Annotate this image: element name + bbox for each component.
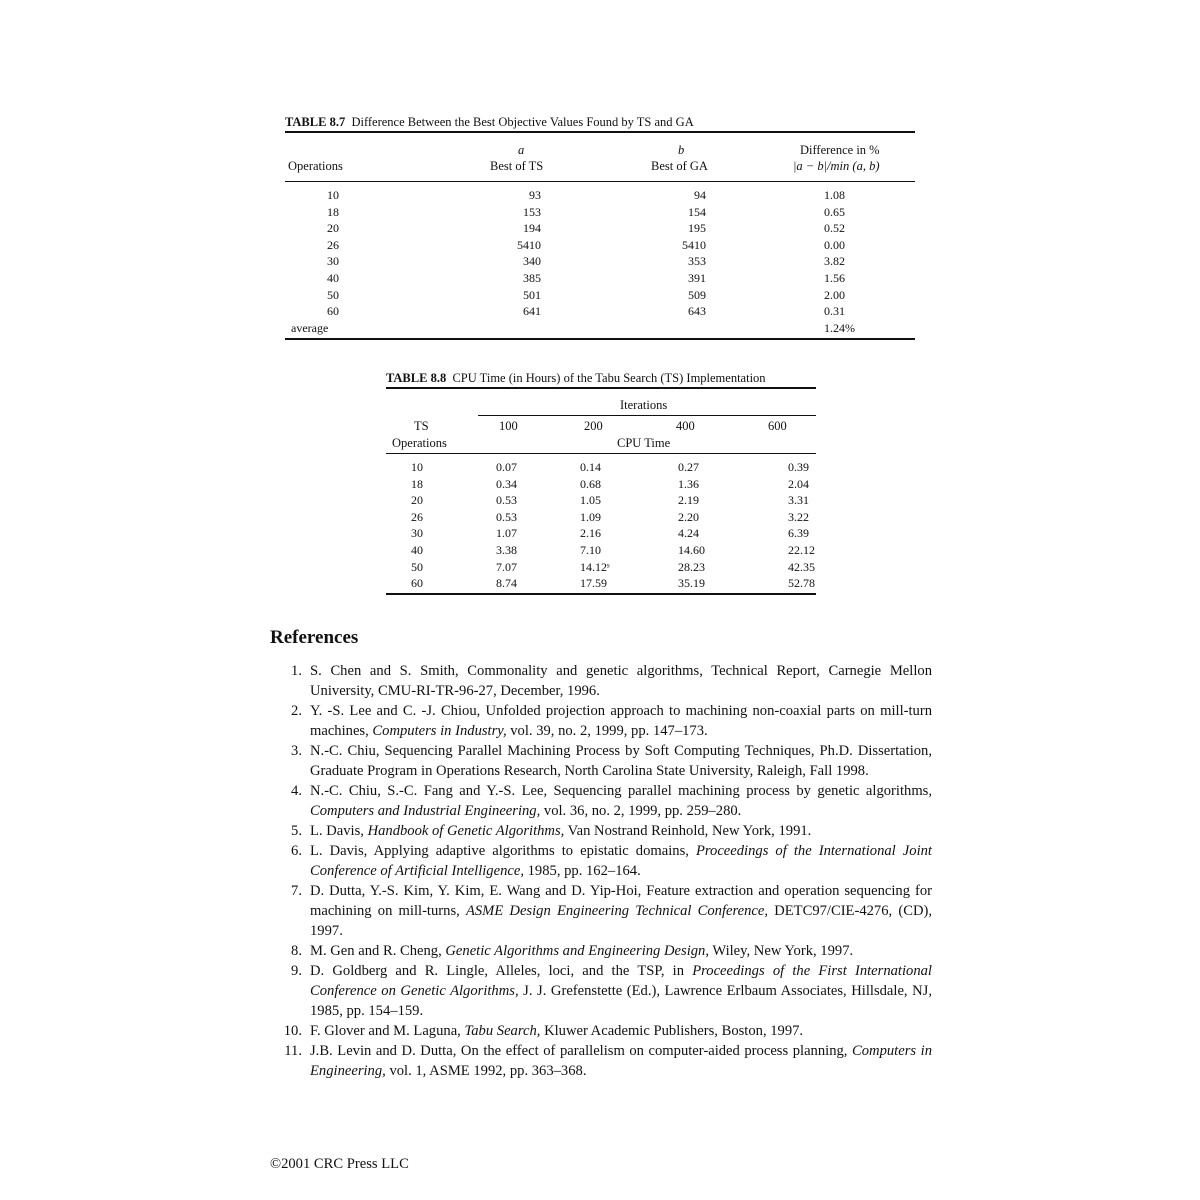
cpu-time-value: 0.68 [580,476,601,491]
cell-best-of-ga: 509 [688,287,706,302]
cpu-time-value: 3.31 [788,493,809,508]
cpu-time-value: 14.60 [678,542,705,557]
table-8-7-body [285,187,915,336]
reference-item [270,1021,932,1041]
cpu-time-value: 17.59 [580,576,607,591]
reference-text: L. Davis, [310,823,368,839]
cell-operations: 50 [327,287,339,302]
cell-best-of-ts: 153 [523,204,541,219]
references-heading: References [270,627,359,648]
cell-cpu-time [640,459,736,476]
reference-number: 11. [284,1043,302,1059]
cell-operations: 50 [411,559,423,574]
table-8-8-body [386,459,816,592]
cell-best-of-ga: 643 [688,304,706,319]
cell-cpu-time [640,476,736,493]
cell-empty [381,320,541,337]
header-difference: Difference in % [800,143,880,157]
cell-cpu-time [640,525,736,542]
cpu-time-value: 35.19 [678,576,705,591]
table-row [386,542,816,559]
reference-number: 8. [291,943,302,959]
cell-cpu-time [736,542,816,559]
cpu-time-value: 3.22 [788,509,809,524]
table-row [285,220,915,237]
table-row [386,559,816,576]
header-iterations: Iterations [620,398,668,412]
table-8-8-top-rule [386,387,816,389]
cell-best-of-ts: 501 [523,287,541,302]
reference-item [270,781,932,821]
cell-difference: 2.00 [824,287,845,302]
cell-cpu-time [736,459,816,476]
cell-cpu-time [736,492,816,509]
header-best-of-ga: Best of GA [651,159,708,173]
cpu-time-value: 0.53 [496,493,517,508]
cell-operations: 30 [411,526,423,541]
cell-average-label: average [291,320,329,335]
reference-item [270,701,932,741]
header-a-symbol: a [518,143,525,157]
reference-number: 5. [291,823,302,839]
table-8-7-caption-text: Difference Between the Best Objective Values Found by TS and GA [351,115,694,129]
header-best-of-ts: Best of TS [490,159,544,173]
reference-text: D. Dutta, Y.-S. Kim, Y. Kim, E. Wang and D. Yip-Hoi, Feature extraction and operation sequencing for machining on mill-turns, [310,883,932,919]
table-8-7-label: TABLE 8.7 [285,115,346,129]
table-row [386,575,816,592]
reference-item [270,961,932,1021]
reference-number: 1. [291,663,302,679]
cell-cpu-time [448,525,548,542]
reference-text: 1985, pp. 162–164. [523,863,641,879]
cpu-time-value: 0.14 [580,460,601,474]
cpu-time-value: 22.12 [788,542,815,557]
cell-cpu-time [548,542,640,559]
table-row-average [285,320,915,337]
cell-operations: 60 [327,304,339,319]
references-list [270,661,932,1081]
reference-text: L. Davis, Applying adaptive algorithms to epistatic domains, [310,843,696,859]
table-row [285,303,915,320]
cpu-time-value: 7.07 [496,559,517,574]
header-iter-100: 100 [499,419,518,433]
cell-operations: 20 [327,221,339,236]
copyright-footer: ©2001 CRC Press LLC [270,1156,409,1172]
table-row [386,509,816,526]
header-operations: Operations [288,159,343,173]
cpu-time-value: 1.07 [496,526,517,541]
cpu-time-value: 0.53 [496,509,517,524]
cpu-time-value: 2.19 [678,493,699,508]
header-iter-400: 400 [676,419,695,433]
cell-difference: 3.82 [824,254,845,269]
reference-source-title: Computers in Industry, [372,723,507,739]
header-iter-600: 600 [768,419,787,433]
cell-operations: 20 [411,493,423,508]
cell-cpu-time [736,509,816,526]
table-8-7-bottom-rule [285,338,915,340]
table-8-7 [285,113,915,340]
cell-difference: 0.65 [824,204,845,219]
cell-cpu-time [640,542,736,559]
cell-cpu-time [448,459,548,476]
reference-number: 2. [291,703,302,719]
cell-best-of-ga: 154 [688,204,706,219]
cpu-time-value: 2.16 [580,526,601,541]
cell-cpu-time [640,559,736,576]
header-ts: TS [414,419,429,433]
cell-difference: 1.08 [824,188,845,202]
reference-number: 4. [291,783,302,799]
cpu-time-value: 1.05 [580,493,601,508]
cpu-time-value: 0.34 [496,476,517,491]
header-cpu-time: CPU Time [617,436,671,450]
cpu-time-value: 14.12ˢ [580,559,610,574]
cell-operations: 40 [327,270,339,285]
reference-text: N.-C. Chiu, S.-C. Fang and Y.-S. Lee, Sequencing parallel machining process by genetic algorithms, [310,783,932,799]
reference-text: Van Nostrand Reinhold, New York, 1991. [564,823,812,839]
cpu-time-value: 2.20 [678,509,699,524]
reference-source-title: Computers and Industrial Engineering, [310,803,541,819]
cell-average-value: 1.24% [824,320,855,335]
cell-best-of-ga: 391 [688,270,706,285]
cpu-time-value: 2.04 [788,476,809,491]
header-b-symbol: b [678,143,685,157]
reference-item [270,941,932,961]
reference-item [270,1041,932,1081]
reference-text: vol. 39, no. 2, 1999, pp. 147–173. [506,723,708,739]
table-8-7-header-rule [285,181,915,182]
table-8-7-header [285,137,915,181]
iterations-rule [478,415,816,416]
cell-operations: 18 [327,204,339,219]
cell-operations: 10 [411,460,423,474]
table-row [285,204,915,221]
cell-cpu-time [548,525,640,542]
reference-text: Wiley, New York, 1997. [709,943,854,959]
header-iter-200: 200 [584,419,603,433]
table-8-8-label: TABLE 8.8 [386,371,447,385]
cell-cpu-time [736,476,816,493]
cpu-time-value: 7.10 [580,542,601,557]
table-row [285,287,915,304]
reference-source-title: Genetic Algorithms and Engineering Design, [445,943,709,959]
cell-cpu-time [448,575,548,592]
reference-text: vol. 36, no. 2, 1999, pp. 259–280. [540,803,742,819]
cell-cpu-time [640,509,736,526]
table-row [386,492,816,509]
reference-number: 3. [291,743,302,759]
cell-best-of-ts: 641 [523,304,541,319]
table-8-8-caption-text: CPU Time (in Hours) of the Tabu Search (TS) Implementation [452,371,766,385]
table-8-8-caption [386,369,816,387]
reference-item [270,881,932,941]
table-row [386,525,816,542]
reference-text: J. J. Grefenstette (Ed.), Lawrence Erlbaum Associates, Hillsdale, NJ, 1985, pp. 154–159. [310,983,932,1019]
table-8-7-top-rule [285,131,915,133]
cpu-time-value: 8.74 [496,576,517,591]
cpu-time-value: 0.07 [496,460,517,474]
cpu-time-value: 0.39 [788,460,809,474]
reference-text: Kluwer Academic Publishers, Boston, 1997. [540,1023,804,1039]
cell-operations: 18 [411,476,423,491]
cell-cpu-time [448,509,548,526]
cell-difference: 0.00 [824,237,845,252]
cell-cpu-time [548,459,640,476]
table-8-8 [386,369,816,595]
table-8-8-header [386,393,816,453]
cell-cpu-time [548,559,640,576]
reference-number: 10. [283,1023,302,1039]
table-row [285,237,915,254]
reference-text: Y. -S. Lee and C. -J. Chiou, Unfolded projection approach to machining non-coaxial parts on mill-turn machines, [310,703,932,739]
cell-best-of-ts: 5410 [517,237,541,252]
cell-cpu-time [448,542,548,559]
reference-item [270,741,932,781]
reference-number: 6. [291,843,302,859]
cell-cpu-time [448,476,548,493]
cell-operations: 30 [327,254,339,269]
header-ts-operations: Operations [392,436,447,450]
reference-item [270,841,932,881]
table-row [285,187,915,204]
cell-best-of-ts: 340 [523,254,541,269]
table-8-8-header-rule [386,453,816,454]
cell-best-of-ts: 194 [523,221,541,236]
cell-operations: 26 [411,509,423,524]
cell-cpu-time [640,575,736,592]
reference-text: F. Glover and M. Laguna, [310,1023,465,1039]
reference-item [270,821,932,841]
cell-best-of-ga: 195 [688,221,706,236]
cell-best-of-ga: 94 [694,188,706,202]
cell-best-of-ts: 385 [523,270,541,285]
cpu-time-value: 0.27 [678,460,699,474]
reference-source-title: Handbook of Genetic Algorithms, [367,823,565,839]
reference-text: J.B. Levin and D. Dutta, On the effect of parallelism on computer-aided process planning, [310,1043,853,1059]
cell-difference: 1.56 [824,270,845,285]
cell-difference: 0.52 [824,221,845,236]
table-8-7-caption [285,113,915,131]
cpu-time-value: 28.23 [678,559,705,574]
cell-operations: 26 [327,237,339,252]
cell-cpu-time [548,575,640,592]
reference-source-title: Proceedings of the First International Conference on Genetic Algorithms, [310,963,932,999]
cpu-time-value: 6.39 [788,526,809,541]
cell-cpu-time [548,509,640,526]
cell-best-of-ts: 93 [529,188,541,202]
cell-cpu-time [548,476,640,493]
cell-cpu-time [640,492,736,509]
reference-text: vol. 1, ASME 1992, pp. 363–368. [385,1063,587,1079]
cell-operations: 10 [327,188,339,202]
cell-cpu-time [736,575,816,592]
cell-cpu-time [736,525,816,542]
cell-empty [541,320,706,337]
reference-number: 9. [291,963,302,979]
cpu-time-value: 52.78 [788,576,815,591]
reference-source-title: Tabu Search, [464,1023,541,1039]
cell-cpu-time [448,492,548,509]
cpu-time-value: 3.38 [496,542,517,557]
cell-best-of-ga: 5410 [682,237,706,252]
reference-item [270,661,932,701]
table-row [285,270,915,287]
reference-number: 7. [291,883,302,899]
reference-source-title: ASME Design Engineering Technical Conference, [465,903,769,919]
cell-cpu-time [736,559,816,576]
cell-operations: 60 [411,576,423,591]
cpu-time-value: 4.24 [678,526,699,541]
cell-cpu-time [448,559,548,576]
cpu-time-value: 1.36 [678,476,699,491]
table-8-8-bottom-rule [386,593,816,595]
cell-best-of-ga: 353 [688,254,706,269]
table-row [386,476,816,493]
cell-difference: 0.31 [824,304,845,319]
reference-source-title: Proceedings of the International Joint Conference of Artificial Intelligence, [310,843,932,879]
reference-text: DETC97/CIE-4276, (CD), 1997. [310,903,932,939]
cell-operations: 40 [411,542,423,557]
reference-text: M. Gen and R. Cheng, [310,943,446,959]
reference-source-title: Computers in Engineering, [310,1043,932,1079]
cell-cpu-time [548,492,640,509]
header-diff-formula: |a − b|/min (a, b) [793,159,880,173]
reference-text: D. Goldberg and R. Lingle, Alleles, loci, and the TSP, in [310,963,693,979]
table-row [285,253,915,270]
table-row [386,459,816,476]
reference-text: S. Chen and S. Smith, Commonality and genetic algorithms, Technical Report, Carnegie Mellon University, CMU-RI-TR-96-27, December, 1996. [310,663,932,699]
cpu-time-value: 42.35 [788,559,815,574]
reference-text: N.-C. Chiu, Sequencing Parallel Machining Process by Soft Computing Techniques, Ph.D. Dissertation, Graduate Program in Operations Research, North Carolina State University, Raleigh, Fall 1998. [310,743,932,779]
cpu-time-value: 1.09 [580,509,601,524]
